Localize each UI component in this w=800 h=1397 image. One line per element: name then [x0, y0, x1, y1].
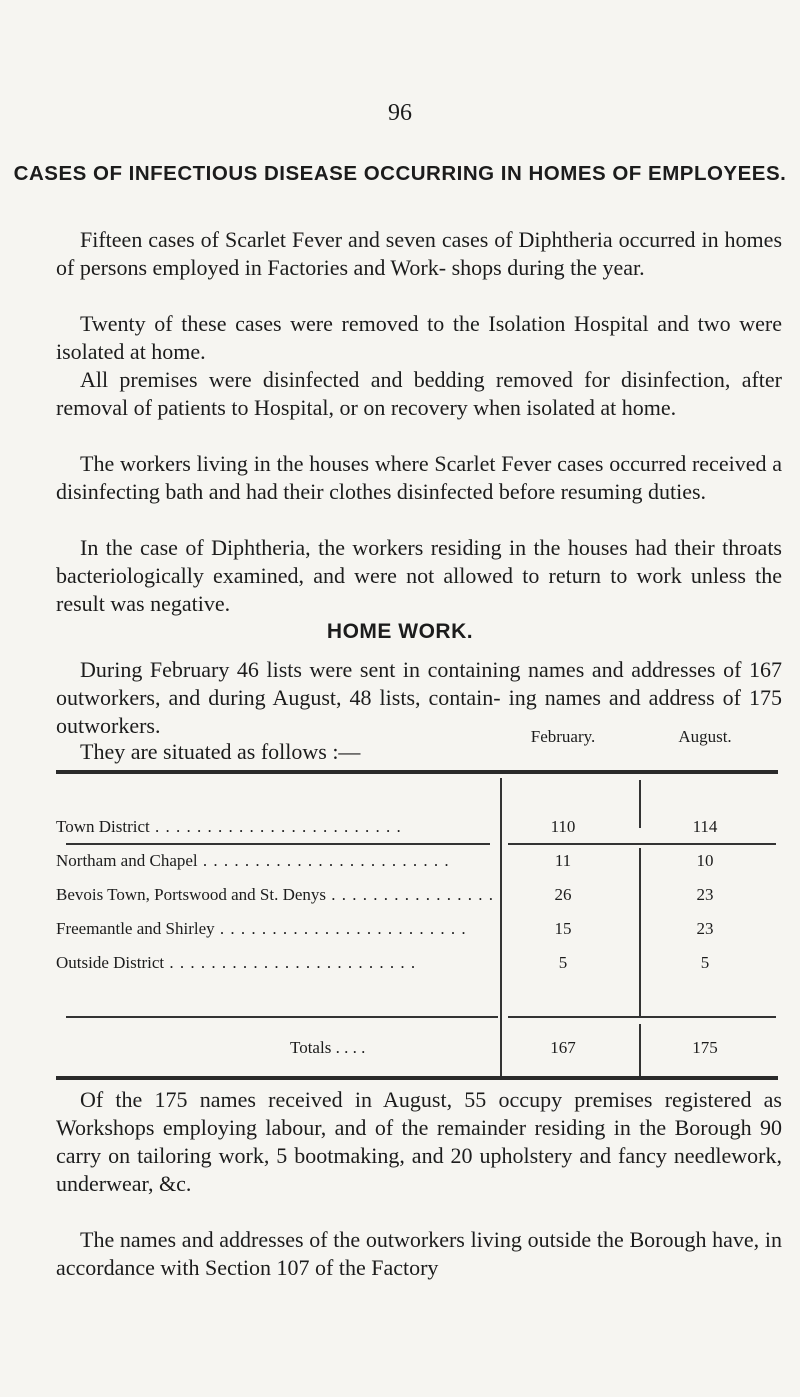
totals-label-text: Totals [290, 1038, 332, 1057]
totals-february: 167 [550, 1038, 576, 1057]
paragraph-text: Twenty of these cases were removed to the Isolation Hospital and two were isolated at home. [56, 311, 782, 364]
table-cell-february: 5 [558, 953, 568, 972]
column-header-august: August. [678, 727, 732, 746]
leader-dots: . . . . [331, 1038, 366, 1057]
table-top-rule [56, 770, 778, 774]
paragraph [56, 1086, 782, 1198]
paragraph [56, 226, 782, 282]
paragraph [56, 1226, 782, 1282]
paragraph-text: In the case of Diphtheria, the workers residing in the houses had their throats bacteriologically examined, and were not allowed to return to work unless the result was negative. [56, 535, 782, 616]
totals-rule-left [66, 1016, 498, 1018]
totals-august: 175 [692, 1038, 718, 1057]
table-bottom-rule [56, 1076, 778, 1080]
table-cell-february: 110 [550, 817, 576, 836]
table-cell-august: 5 [700, 953, 710, 972]
table-cell-august: 10 [696, 851, 714, 870]
paragraph [56, 534, 782, 618]
table-cell-february: 15 [554, 919, 572, 938]
paragraph-text: During February 46 lists were sent in containing names and addresses of 167 outworkers, and during August, 48 lists, contain- ing names and address of 175 outworkers. [56, 657, 782, 738]
table-row-district: Freemantle and Shirley . . [56, 919, 496, 939]
paragraph-text: All premises were disinfected and bedding removed for disinfection, after removal of patients to Hospital, or on recovery when isolated at home. [56, 367, 782, 420]
section-heading-home-work: HOME WORK. [326, 620, 474, 643]
table-cell-august: 114 [692, 817, 718, 836]
totals-label [290, 1038, 500, 1058]
header-rule-left [66, 843, 490, 845]
paragraph-text: Of the 175 names received in August, 55 occupy premises registered as Workshops employing labour, and of the remainder residing in the Borough 90 carry on tailoring work, 5 bootmaking, and 20 upholstery and fancy needlework, underwear, &c. [56, 1087, 782, 1196]
paragraph-text: The names and addresses of the outworkers living outside the Borough have, in accordance with Section 107 of the Factory [56, 1227, 782, 1280]
totals-rule-right [508, 1016, 776, 1018]
paragraph-text: They are situated as follows :— [80, 739, 361, 764]
section-heading-infectious-disease: CASES OF INFECTIOUS DISEASE OCCURRING IN HOMES OF EMPLOYEES. [13, 162, 787, 185]
paragraph-text: The workers living in the houses where Scarlet Fever cases occurred received a disinfecting bath and had their clothes disinfected before resuming duties. [56, 451, 782, 504]
paragraph [56, 310, 782, 366]
table-cell-august: 23 [696, 885, 714, 904]
table-row-district: Outside District . . [56, 953, 496, 973]
table-cell-august: 23 [696, 919, 714, 938]
page-number: 96 [388, 100, 412, 126]
paragraph [56, 450, 782, 506]
table-row-district: Town District . . [56, 817, 496, 837]
paragraph-text: Fifteen cases of Scarlet Fever and seven cases of Diphtheria occurred in homes of persons employed in Factories and Work- shops during the year. [56, 227, 782, 280]
paragraph [56, 366, 782, 422]
table-row-district: Northam and Chapel . . [56, 851, 496, 871]
table-cell-february: 11 [554, 851, 572, 870]
column-header-february: February. [530, 727, 596, 746]
header-rule-right [508, 843, 776, 845]
table-row-district: Bevois Town, Portswood and St. Denys . . [56, 885, 496, 905]
table-cell-february: 26 [554, 885, 572, 904]
